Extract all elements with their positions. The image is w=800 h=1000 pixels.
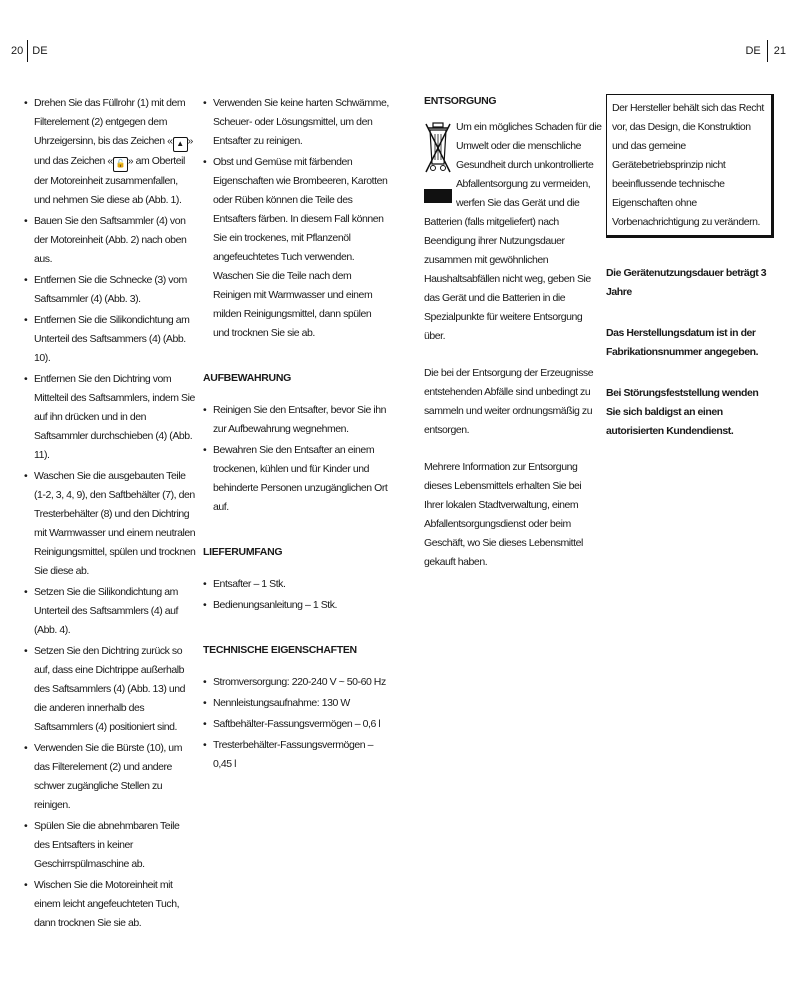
list-item: • Entfernen Sie die Schnecke (3) vom Saftsammler (4) (Abb. 3).	[24, 271, 196, 309]
crossed-out-bin-icon-graphic	[424, 120, 452, 176]
storage-heading: AUFBEWAHRUNG	[203, 372, 291, 384]
storage-list	[203, 401, 389, 517]
list-item: • Setzen Sie die Silikondichtung am Unterteil des Saftsammlers (4) auf (Abb. 4).	[24, 583, 196, 640]
page-number: 21	[773, 44, 786, 57]
list-item: • Bedienungsanleitung – 1 Stk.	[203, 596, 389, 615]
page-number-left	[11, 40, 48, 62]
list-item: • Bauen Sie den Saftsammler (4) von der Motoreinheit (Abb. 2) nach oben aus.	[24, 212, 196, 269]
list-item: • Saftbehälter-Fassungsvermögen – 0,6 l	[203, 715, 389, 734]
specs-heading: TECHNISCHE EIGENSCHAFTEN	[203, 644, 357, 656]
care-storage-column	[203, 94, 389, 776]
service-note: Bei Störungsfeststellung wenden Sie sich baldigst an einen autorisierten Kundendienst.	[606, 387, 759, 437]
language-code: DE	[32, 44, 48, 57]
language-code: DE	[745, 44, 761, 57]
delivery-heading: LIEFERUMFANG	[203, 546, 283, 558]
delivery-list	[203, 575, 389, 615]
page-number-divider	[27, 40, 28, 62]
list-item: • Entfernen Sie die Silikondichtung am Unterteil des Saftsammers (4) (Abb. 10).	[24, 311, 196, 368]
disposal-column	[424, 94, 602, 590]
crossed-out-bin-icon	[424, 120, 452, 203]
list-item: • Stromversorgung: 220-240 V ~ 50-60 Hz	[203, 673, 389, 692]
list-item: • Spülen Sie die abnehmbaren Teile des Entsafters in keiner Geschirrspülmaschine ab.	[24, 817, 196, 874]
disposal-paragraph: Die bei der Entsorgung der Erzeugnisse entstehenden Abfälle sind unbedingt zu sammeln und weiter ordnungsmäßig zu entsorgen.	[424, 367, 594, 436]
list-item: • Setzen Sie den Dichtring zurück so auf, dass eine Dichtrippe außerhalb des Saftsammlers (4) (Abb. 13) und die anderen innerhalb des Saftsammlers (4) positioniert sind.	[24, 642, 196, 737]
manufacturer-notice-box: Der Hersteller behält sich das Recht vor, das Design, die Konstruktion und das gemeine Gerätebetriebsprinzip nicht beeinflussende technische Eigenschaften ohne Vorbenachrichtigung zu verändern.	[606, 94, 774, 238]
page-number: 20	[11, 44, 24, 57]
disposal-paragraph: Mehrere Information zur Entsorgung dieses Lebensmittels erhalten Sie bei Ihrer lokalen Stadtverwaltung, einem Abfallentsorgungsdienst oder beim Geschäft, wo Sie dieses Lebensmittel gekauft haben.	[424, 461, 583, 568]
list-item: • Entfernen Sie den Dichtring vom Mittelteil des Saftsammlers, indem Sie auf ihn drücken und in den Saftsammler durchschieben (4) (Abb. 11).	[24, 370, 196, 465]
cleaning-steps-column	[24, 94, 196, 935]
disposal-paragraph: Um ein mögliches Schaden für die Umwelt oder die menschliche Gesundheit durch unkontrollierte Abfallentsorgung zu vermeiden, werfen Sie das Gerät und die Batterien (falls mitgeliefert) nach Beendigung ihrer Nutzungsdauer zusammen mit gewöhnlichen Haushaltsabfällen nicht weg, geben Sie das Gerät und die Batterien in die Spezialpunkte für weitere Entsorgung über.	[424, 121, 602, 342]
list-item: • Reinigen Sie den Entsafter, bevor Sie ihn zur Aufbewahrung wegnehmen.	[203, 401, 389, 439]
manufacture-date-note: Das Herstellungsdatum ist in der Fabrikationsnummer angegeben.	[606, 327, 759, 358]
list-item: • Obst und Gemüse mit färbenden Eigenschaften wie Brombeeren, Karotten oder Rüben können die Teile des Entsafters färben. In diesem Fall können Sie ein trockenes, mit Pflanzenöl angefeuchtetes Tuch verwenden. Waschen Sie die Teile nach dem Reinigen mit Warmwasser und einem milden Reinigungsmittel, dann spülen und trocknen Sie sie ab.	[203, 153, 389, 343]
list-item: • Verwenden Sie keine harten Schwämme, Scheuer- oder Lösungsmittel, um den Entsafter zu reinigen.	[203, 94, 389, 151]
list-item: • Waschen Sie die ausgebauten Teile (1-2, 3, 4, 9), den Saftbehälter (7), den Tresterbehälter (8) und den Dichtring mit Warmwasser und einem neutralen Reinigungsmittel, spülen und trocknen Sie diese ab.	[24, 467, 196, 581]
page-number-right	[745, 40, 786, 62]
unlock-icon: 🔓	[113, 157, 128, 172]
list-item: • Nennleistungsaufnahme: 130 W	[203, 694, 389, 713]
list-item: • Verwenden Sie die Bürste (10), um das Filterelement (2) und andere schwer zugängliche Stellen zu reinigen.	[24, 739, 196, 815]
disposal-heading: ENTSORGUNG	[424, 95, 497, 107]
triangle-mark-icon: ▲	[173, 137, 188, 152]
list-item: • Tresterbehälter-Fassungsvermögen – 0,45 l	[203, 736, 389, 774]
care-list	[203, 94, 389, 343]
lifetime-note: Die Gerätenutzungsdauer beträgt 3 Jahre	[606, 267, 767, 298]
page-number-divider	[767, 40, 768, 62]
manufacturer-notes-column	[606, 94, 774, 463]
list-item: • Wischen Sie die Motoreinheit mit einem leicht angefeuchteten Tuch, dann trocknen Sie sie ab.	[24, 876, 196, 933]
cleaning-steps-list	[24, 94, 196, 933]
list-item: • Bewahren Sie den Entsafter an einem trockenen, kühlen und für Kinder und behinderte Personen unzugänglichen Ort auf.	[203, 441, 389, 517]
list-item: • Drehen Sie das Füllrohr (1) mit dem Filterelement (2) entgegen dem Uhrzeigersinn, bis das Zeichen « ▲ » und das Zeichen « 🔓 » am Oberteil der Motoreinheit zusammenfallen, und nehmen Sie diese ab (Abb. 1).	[24, 94, 196, 210]
specs-list	[203, 673, 389, 774]
black-bar-mark	[424, 189, 452, 203]
list-item: • Entsafter – 1 Stk.	[203, 575, 389, 594]
